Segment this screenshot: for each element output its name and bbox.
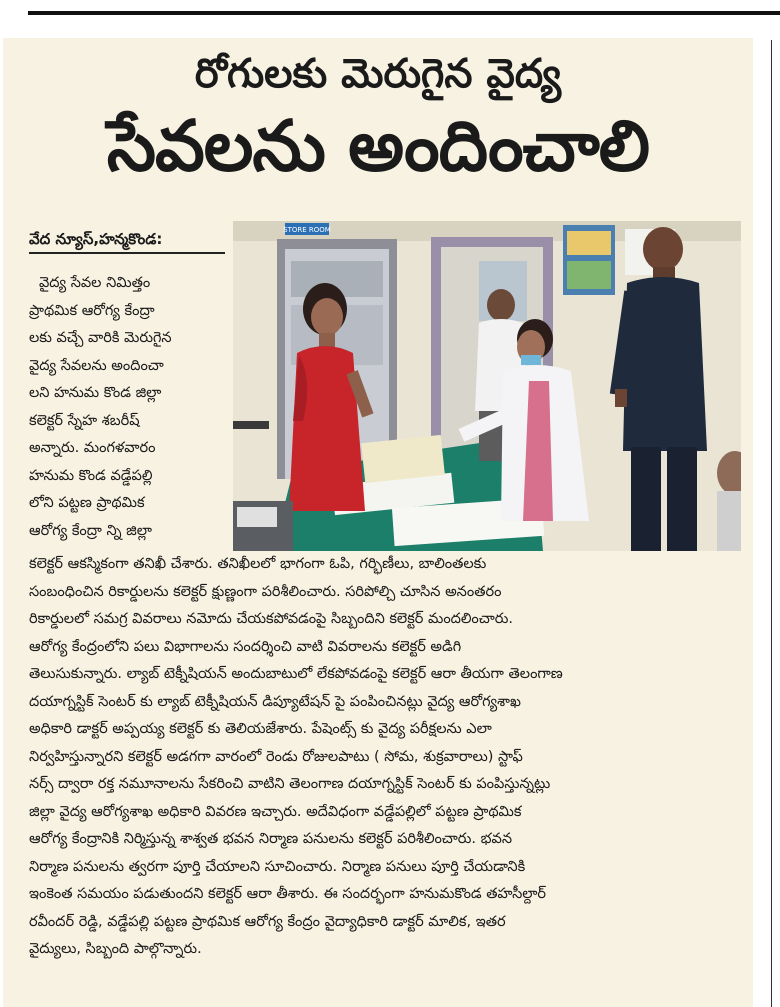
text-line: ఇంకెంత సమయం పడుతుందని కలెక్టర్ ఆరా తీశారు. ఈ సందర్భంగా హనుమకొండ తహసీల్దార్ <box>29 886 547 902</box>
text-line: వైద్యులు, సిబ్బంది పాల్గొన్నారు. <box>29 941 202 957</box>
text-line: రవీందర్ రెడ్డి, వడ్డేపల్లి పట్టణ ప్రాథమిక ఆరోగ్య కేంద్రం వైద్యాధికారి డాక్టర్ మాలిక, ఇతర <box>29 913 506 930</box>
text-line: లకు వచ్చే వారికి మెరుగైన <box>29 330 172 346</box>
text-line: రికార్డులలో సమగ్ర వివరాలు నమోదు చేయకపోవడంపై సిబ్బందిని కలెక్టర్ మందలించారు. <box>29 611 513 627</box>
text-line: అన్నారు. మంగళవారం <box>29 440 156 456</box>
body-text <box>29 551 741 964</box>
text-line: జిల్లా వైద్య ఆరోగ్యశాఖ అధికారి వివరణ ఇచ్చారు. అదేవిధంగా వడ్డేపల్లిలో పట్టణ ప్రాథమిక <box>29 803 522 820</box>
text-line: కలెక్టర్ ఆకస్మికంగా తనిఖీ చేశారు. తనిఖీలలో భాగంగా ఓపి, గర్భిణీలు, బాలింతలకు <box>29 556 487 572</box>
news-photo <box>233 221 741 551</box>
news-article <box>3 38 753 1007</box>
column-text <box>29 270 225 545</box>
text-line: దయాగ్నస్టిక్ సెంటర్ కు ల్యాబ్ టెక్నీషియన్ డిప్యూటేషన్ పై పంపించినట్లు వైద్య ఆరోగ్యశాఖ <box>29 693 521 710</box>
text-line: వైద్య సేవలను అందించా <box>29 357 164 374</box>
text-line: హనుమ కొండ వడ్డేపల్లి <box>29 467 153 484</box>
text-line: ఆరోగ్య కేంద్రంలోని పలు విభాగాలను సందర్శించి వాటి వివరాలను కలెక్టర్ అడిగి <box>29 638 462 655</box>
column-divider <box>771 40 772 1007</box>
headline-main: సేవలను అందించాలి <box>106 105 650 187</box>
text-line: నిర్వహిస్తున్నారని కలెక్టర్ అడగగా వారంలో రెండు రోజులపాటు ( సోమ, శుక్రవారాలు) స్టాఫ్ <box>29 748 523 765</box>
text-line: అధికారి డాక్టర్ అప్పయ్య కలెక్టర్ కు తెలియజేశారు. పేషెంట్స్ కు వైద్య పరీక్షలను ఎలా <box>29 721 492 737</box>
text-line: వైద్య సేవల నిమిత్తం <box>39 275 151 291</box>
text-line: తెలుసుకున్నారు. ల్యాబ్ టెక్నీషియన్ అందుబాటులో లేకపోవడంపై కలెక్టర్ ఆరా తీయగా తెలంగాణ <box>29 666 563 682</box>
top-rule <box>28 11 780 15</box>
dateline-underline <box>29 252 225 254</box>
text-line: ఆరోగ్య కేంద్రానికి నిర్మిస్తున్న శాశ్వత భవన నిర్మాణ పనులను కలెక్టర్ పరిశీలించారు. భవన <box>29 831 513 847</box>
text-line: లోని పట్టణ ప్రాథమిక <box>29 495 145 511</box>
text-line: లని హనుమ కొండ జిల్లా <box>29 385 162 401</box>
text-line: సంబంధించిన రికార్డులను కలెక్టర్ క్షుణ్ణంగా పరిశీలించారు. సరిపోల్చి చూసిన అనంతరం <box>29 583 502 600</box>
headline-kicker: రోగులకు మెరుగైన వైద్య <box>194 51 562 97</box>
dateline: వేద న్యూస్,హన్మకొండ: <box>29 230 163 248</box>
text-line: ఆరోగ్య కేంద్రా న్ని జిల్లా <box>29 522 152 539</box>
store-room-sign: STORE ROOM <box>283 226 331 234</box>
text-line: నిర్మాణ పనులను త్వరగా పూర్తి చేయాలని సూచించారు. నిర్మాణ పనులు పూర్తి చేయడానికి <box>29 858 526 875</box>
text-line: కలెక్టర్ స్నేహ శబరీష్ <box>29 412 140 429</box>
text-line: ప్రాథమిక ఆరోగ్య కేంద్రా <box>29 302 155 319</box>
text-line: నర్స్ ద్వారా రక్త నమూనాలను సేకరించి వాటిని తెలంగాణ దయాగ్నస్టిక్ సెంటర్ కు పంపిస్తున్నట్లు <box>29 776 551 792</box>
